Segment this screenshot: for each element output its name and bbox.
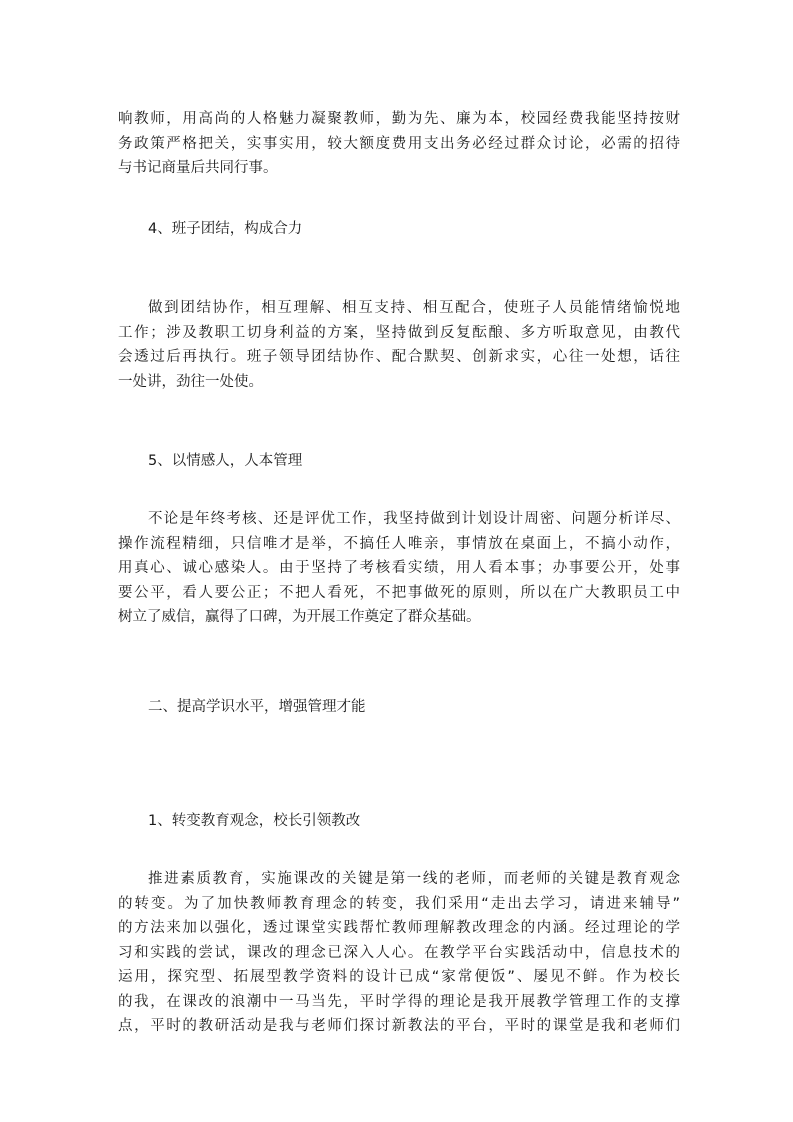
paragraph-2: [118, 296, 680, 394]
text-line: 的转变。为了加快教师教育理念的转变，我们采用“走出去学习，请进来辅导”: [118, 895, 680, 912]
text-line: 响教师，用高尚的人格魅力凝聚教师，勤为先、廉为本，校园经费我能坚持按财: [118, 111, 680, 127]
heading-5: 5、以情感人，人本管理: [148, 453, 303, 469]
section-heading-2: 二、提高学识水平，增强管理才能: [148, 699, 366, 715]
text-line: 做到团结协作，相互理解、相互支持、相互配合，使班子人员能情绪愉悦地: [148, 300, 680, 316]
paragraph-3: [118, 507, 680, 630]
text-line: 不论是年终考核、还是评优工作，我坚持做到计划设计周密、问题分析详尽、: [148, 511, 680, 527]
text-line: 务政策严格把关，实事实用，较大额度费用支出务必经过群众讨论，必需的招待: [118, 135, 680, 152]
text-line: 推进素质教育，实施课改的关键是第一线的老师，而老师的关键是教育观念: [148, 871, 680, 887]
paragraph-4: [118, 867, 680, 1039]
text-line: 树立了威信，赢得了口碑，为开展工作奠定了群众基础。: [118, 609, 481, 625]
text-line: 运用，探究型、拓展型教学资料的设计已成“家常便饭”、屡见不鲜。作为校长: [118, 969, 680, 985]
text-line: 的我，在课改的浪潮中一马当先，平时学得的理论是我开展教学管理工作的支撑: [118, 993, 680, 1010]
heading-4: 4、班子团结，构成合力: [148, 221, 303, 237]
text-line: 一处讲，劲往一处使。: [118, 373, 263, 390]
text-line: 点，平时的教研活动是我与老师们探讨新教法的平台，平时的课堂是我和老师们: [118, 1018, 680, 1034]
text-line: 要公平，看人要公正；不把人看死，不把事做死的原则，所以在广大教职员工中: [118, 584, 680, 601]
text-line: 与书记商量后共同行事。: [118, 160, 278, 176]
text-line: 用真心、诚心感染人。由于坚持了考核看实绩，用人看本事；办事要公开，处事: [118, 560, 680, 576]
text-line: 工作；涉及教职工切身利益的方案，坚持做到反复酝酿、多方听取意见，由教代: [118, 324, 680, 341]
text-line: 习和实践的尝试，课改的理念已深入人心。在教学平台实践活动中，信息技术的: [118, 944, 680, 961]
text-line: 的方法来加以强化，透过课堂实践帮忙教师理解教改理念的内涵。经过理论的学: [118, 920, 680, 936]
text-line: 操作流程精细，只信唯才是举，不搞任人唯亲，事情放在桌面上，不搞小动作，: [118, 535, 680, 552]
paragraph-1: [118, 107, 680, 181]
heading-1: 1、转变教育观念，校长引领教改: [148, 813, 361, 829]
text-line: 会透过后再执行。班子领导团结协作、配合默契、创新求实，心往一处想，话往: [118, 349, 680, 365]
